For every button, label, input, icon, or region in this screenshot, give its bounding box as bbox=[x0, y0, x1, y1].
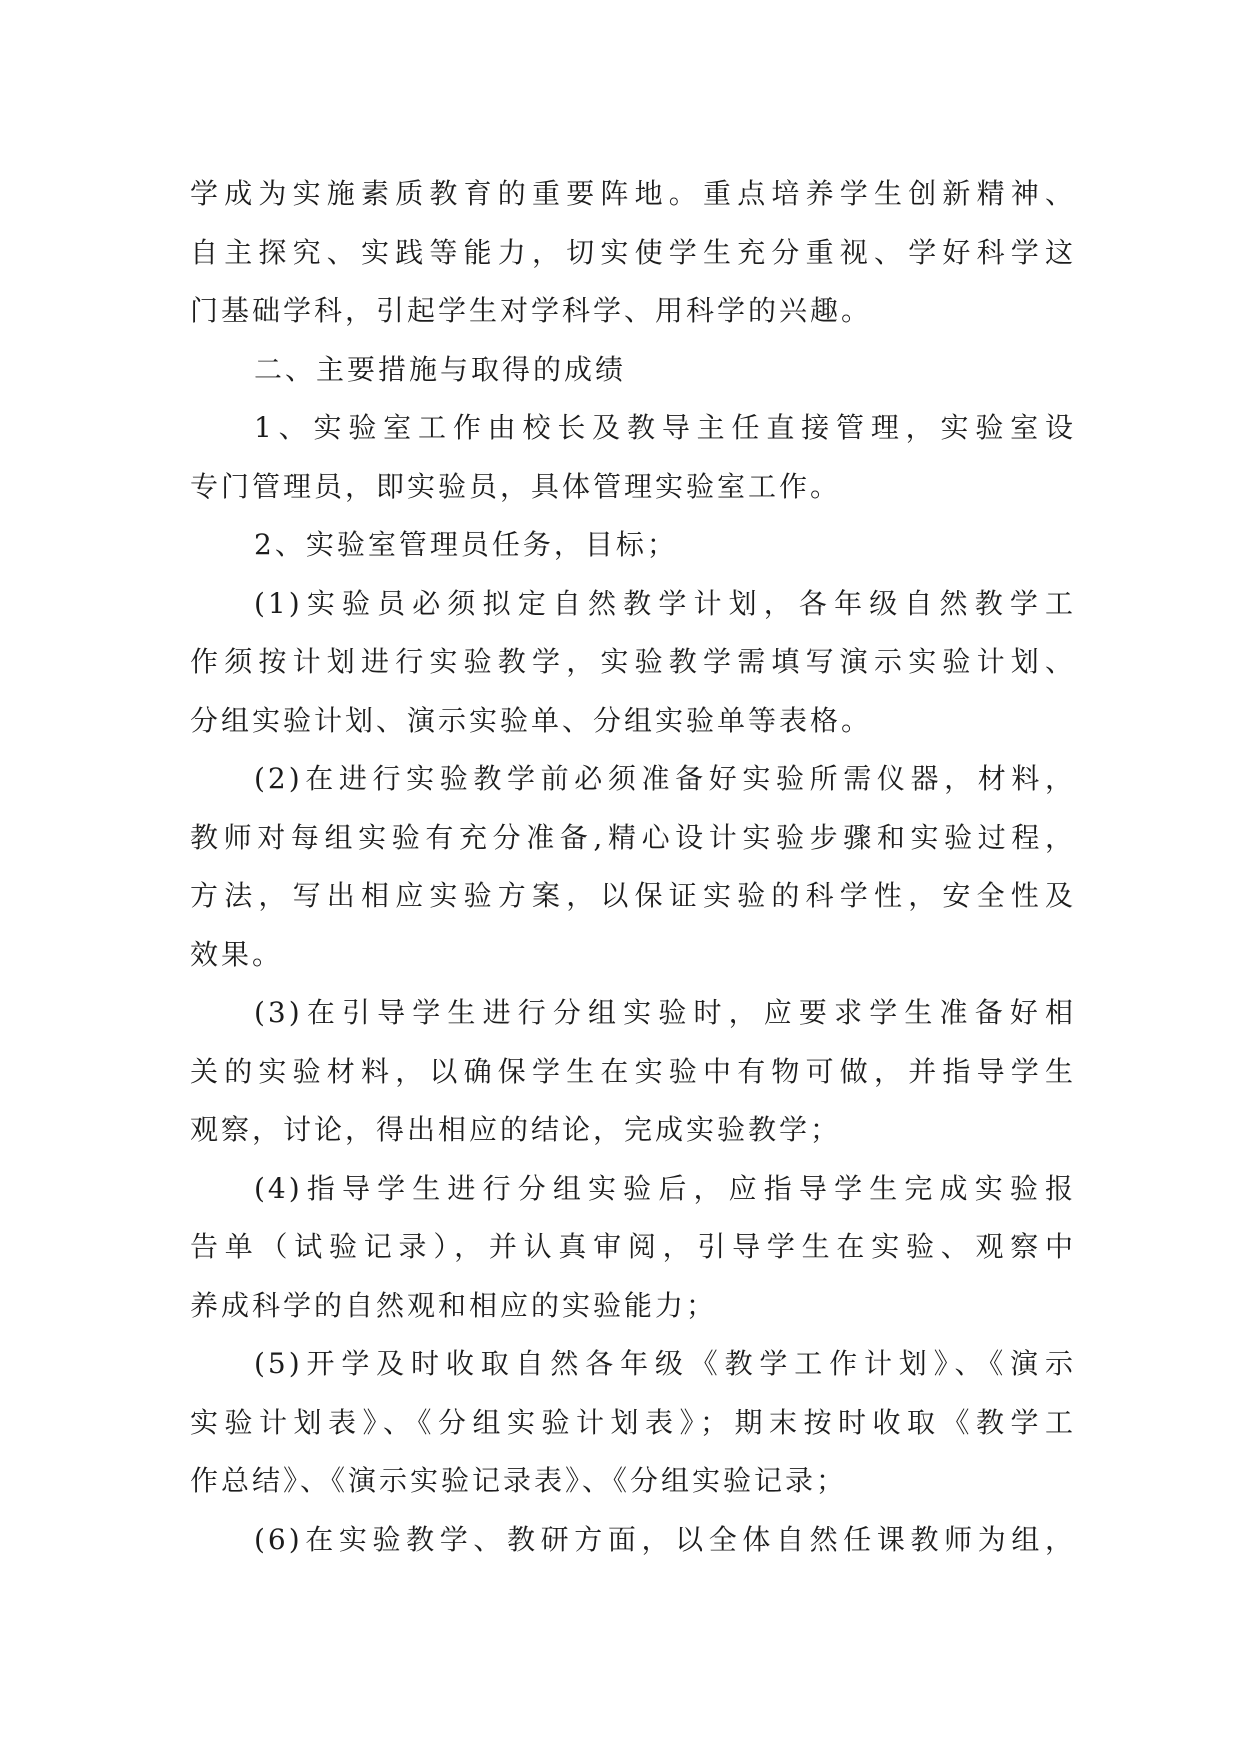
document-body bbox=[190, 165, 1076, 1569]
text-line: 1、实验室工作由校长及教导主任直接管理，实验室设 bbox=[254, 411, 1076, 444]
text-line: 关的实验材料，以确保学生在实验中有物可做，并指导学生 bbox=[190, 1054, 1076, 1088]
list-item-2 bbox=[190, 516, 1076, 575]
text-line: (1)实验员必须拟定自然教学计划，各年级自然教学工 bbox=[254, 586, 1076, 620]
sub-item-3 bbox=[190, 984, 1076, 1160]
text-line: (6)在实验教学、教研方面，以全体自然任课教师为组， bbox=[254, 1522, 1076, 1556]
text-line: 效果。 bbox=[190, 937, 284, 971]
body-paragraph bbox=[190, 165, 1076, 341]
text-line: 自主探究、实践等能力，切实使学生充分重视、学好科学这 bbox=[190, 235, 1076, 269]
sub-item-4 bbox=[190, 1160, 1076, 1336]
text-line: 作须按计划进行实验教学，实验教学需填写演示实验计划、 bbox=[190, 645, 1076, 678]
text-line: 观察，讨论，得出相应的结论，完成实验教学； bbox=[190, 1113, 842, 1146]
text-line: 作总结》、《演示实验记录表》、《分组实验记录； bbox=[190, 1464, 848, 1497]
text-line: 分组实验计划、演示实验单、分组实验单等表格。 bbox=[190, 703, 873, 737]
text-line: 教师对每组实验有充分准备,精心设计实验步骤和实验过程， bbox=[190, 820, 1076, 854]
text-line: (4)指导学生进行分组实验后，应指导学生完成实验报 bbox=[254, 1171, 1076, 1205]
text-line: 2、实验室管理员任务，目标； bbox=[254, 528, 678, 561]
text-line: 方法，写出相应实验方案，以保证实验的科学性，安全性及 bbox=[190, 879, 1076, 912]
text-line: (5)开学及时收取自然各年级《教学工作计划》、《演示 bbox=[254, 1347, 1076, 1380]
sub-item-5 bbox=[190, 1335, 1076, 1511]
text-line: (3)在引导学生进行分组实验时，应要求学生准备好相 bbox=[254, 996, 1076, 1029]
section-heading-text: 二、主要措施与取得的成绩 bbox=[254, 352, 627, 386]
sub-item-6 bbox=[190, 1511, 1076, 1570]
sub-item-2 bbox=[190, 750, 1076, 984]
text-line: 告单（试验记录），并认真审阅，引导学生在实验、观察中 bbox=[190, 1230, 1076, 1263]
text-line: (2)在进行实验教学前必须准备好实验所需仪器，材料， bbox=[254, 762, 1076, 795]
section-heading bbox=[190, 341, 1076, 400]
text-line: 实验计划表》、《分组实验计划表》；期末按时收取《教学工 bbox=[190, 1405, 1076, 1439]
list-item-1 bbox=[190, 399, 1076, 516]
text-line: 专门管理员，即实验员，具体管理实验室工作。 bbox=[190, 469, 842, 503]
text-line: 养成科学的自然观和相应的实验能力； bbox=[190, 1288, 718, 1322]
sub-item-1 bbox=[190, 575, 1076, 751]
text-line: 学成为实施素质教育的重要阵地。重点培养学生创新精神、 bbox=[190, 177, 1076, 210]
text-line: 门基础学科，引起学生对学科学、用科学的兴趣。 bbox=[190, 294, 873, 327]
